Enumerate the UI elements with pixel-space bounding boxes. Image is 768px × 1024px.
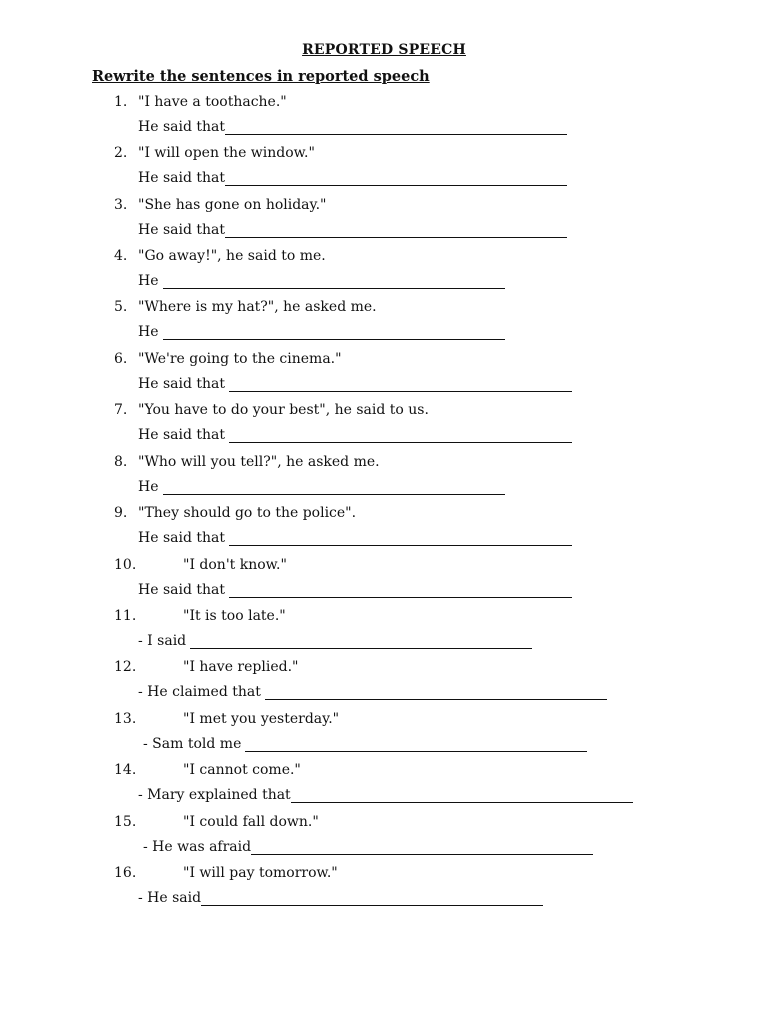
answer-blank-input[interactable] (225, 223, 567, 238)
answer-line (143, 736, 587, 752)
answer-line (138, 376, 572, 392)
instructions-heading: Rewrite the sentences in reported speech (92, 68, 430, 85)
answer-line (138, 890, 543, 906)
answer-line (138, 787, 633, 803)
direct-speech-sentence: "It is too late." (183, 608, 286, 624)
answer-blank-input[interactable] (201, 891, 543, 906)
answer-prefix: He (138, 273, 159, 289)
answer-prefix: He (138, 479, 159, 495)
item-number: 15. (114, 814, 137, 830)
answer-prefix: He said that (138, 119, 225, 135)
item-number: 4. (114, 248, 128, 264)
answer-blank-input[interactable] (291, 788, 633, 803)
answer-line (138, 479, 505, 495)
direct-speech-sentence: "You have to do your best", he said to us. (138, 402, 429, 418)
item-number: 10. (114, 557, 137, 573)
direct-speech-sentence: "I will pay tomorrow." (183, 865, 338, 881)
answer-blank-input[interactable] (225, 120, 567, 135)
item-number: 6. (114, 351, 128, 367)
direct-speech-sentence: "We're going to the cinema." (138, 351, 342, 367)
direct-speech-sentence: "I cannot come." (183, 762, 301, 778)
answer-prefix: - Sam told me (143, 736, 242, 752)
answer-blank-input[interactable] (229, 583, 572, 598)
answer-line (138, 222, 567, 238)
answer-line (143, 839, 593, 855)
answer-prefix: He said that (138, 582, 225, 598)
answer-prefix: - Mary explained that (138, 787, 291, 803)
answer-blank-input[interactable] (163, 480, 505, 495)
answer-blank-input[interactable] (163, 274, 505, 289)
answer-line (138, 119, 567, 135)
direct-speech-sentence: "Where is my hat?", he asked me. (138, 299, 377, 315)
answer-blank-input[interactable] (190, 634, 532, 649)
item-number: 12. (114, 659, 137, 675)
answer-line (138, 324, 505, 340)
item-number: 13. (114, 711, 137, 727)
direct-speech-sentence: "I don't know." (183, 557, 287, 573)
answer-blank-input[interactable] (229, 377, 572, 392)
direct-speech-sentence: "I met you yesterday." (183, 711, 340, 727)
answer-line (138, 170, 567, 186)
answer-prefix: He said that (138, 170, 225, 186)
answer-line (138, 427, 572, 443)
answer-blank-input[interactable] (251, 840, 593, 855)
answer-prefix: He said that (138, 222, 225, 238)
item-number: 3. (114, 197, 128, 213)
answer-prefix: He said that (138, 530, 225, 546)
answer-blank-input[interactable] (265, 685, 607, 700)
answer-prefix: - I said (138, 633, 187, 649)
direct-speech-sentence: "I will open the window." (138, 145, 315, 161)
answer-line (138, 530, 572, 546)
item-number: 8. (114, 454, 128, 470)
answer-line (138, 273, 505, 289)
answer-prefix: - He claimed that (138, 684, 261, 700)
answer-prefix: - He said (138, 890, 202, 906)
answer-prefix: - He was afraid (143, 839, 252, 855)
direct-speech-sentence: "I have a toothache." (138, 94, 287, 110)
item-number: 11. (114, 608, 137, 624)
answer-prefix: He said that (138, 376, 225, 392)
item-number: 2. (114, 145, 128, 161)
direct-speech-sentence: "I could fall down." (183, 814, 319, 830)
answer-blank-input[interactable] (225, 171, 567, 186)
answer-blank-input[interactable] (245, 737, 587, 752)
answer-prefix: He (138, 324, 159, 340)
answer-blank-input[interactable] (163, 325, 505, 340)
answer-line (138, 684, 607, 700)
item-number: 16. (114, 865, 137, 881)
answer-blank-input[interactable] (229, 531, 572, 546)
item-number: 14. (114, 762, 137, 778)
item-number: 5. (114, 299, 128, 315)
direct-speech-sentence: "Go away!", he said to me. (138, 248, 326, 264)
direct-speech-sentence: "I have replied." (183, 659, 299, 675)
item-number: 1. (114, 94, 128, 110)
direct-speech-sentence: "Who will you tell?", he asked me. (138, 454, 380, 470)
answer-prefix: He said that (138, 427, 225, 443)
answer-line (138, 633, 532, 649)
direct-speech-sentence: "They should go to the police". (138, 505, 357, 521)
item-number: 9. (114, 505, 128, 521)
worksheet-title: REPORTED SPEECH (302, 42, 466, 58)
answer-line (138, 582, 572, 598)
direct-speech-sentence: "She has gone on holiday." (138, 197, 327, 213)
item-number: 7. (114, 402, 128, 418)
answer-blank-input[interactable] (229, 428, 572, 443)
